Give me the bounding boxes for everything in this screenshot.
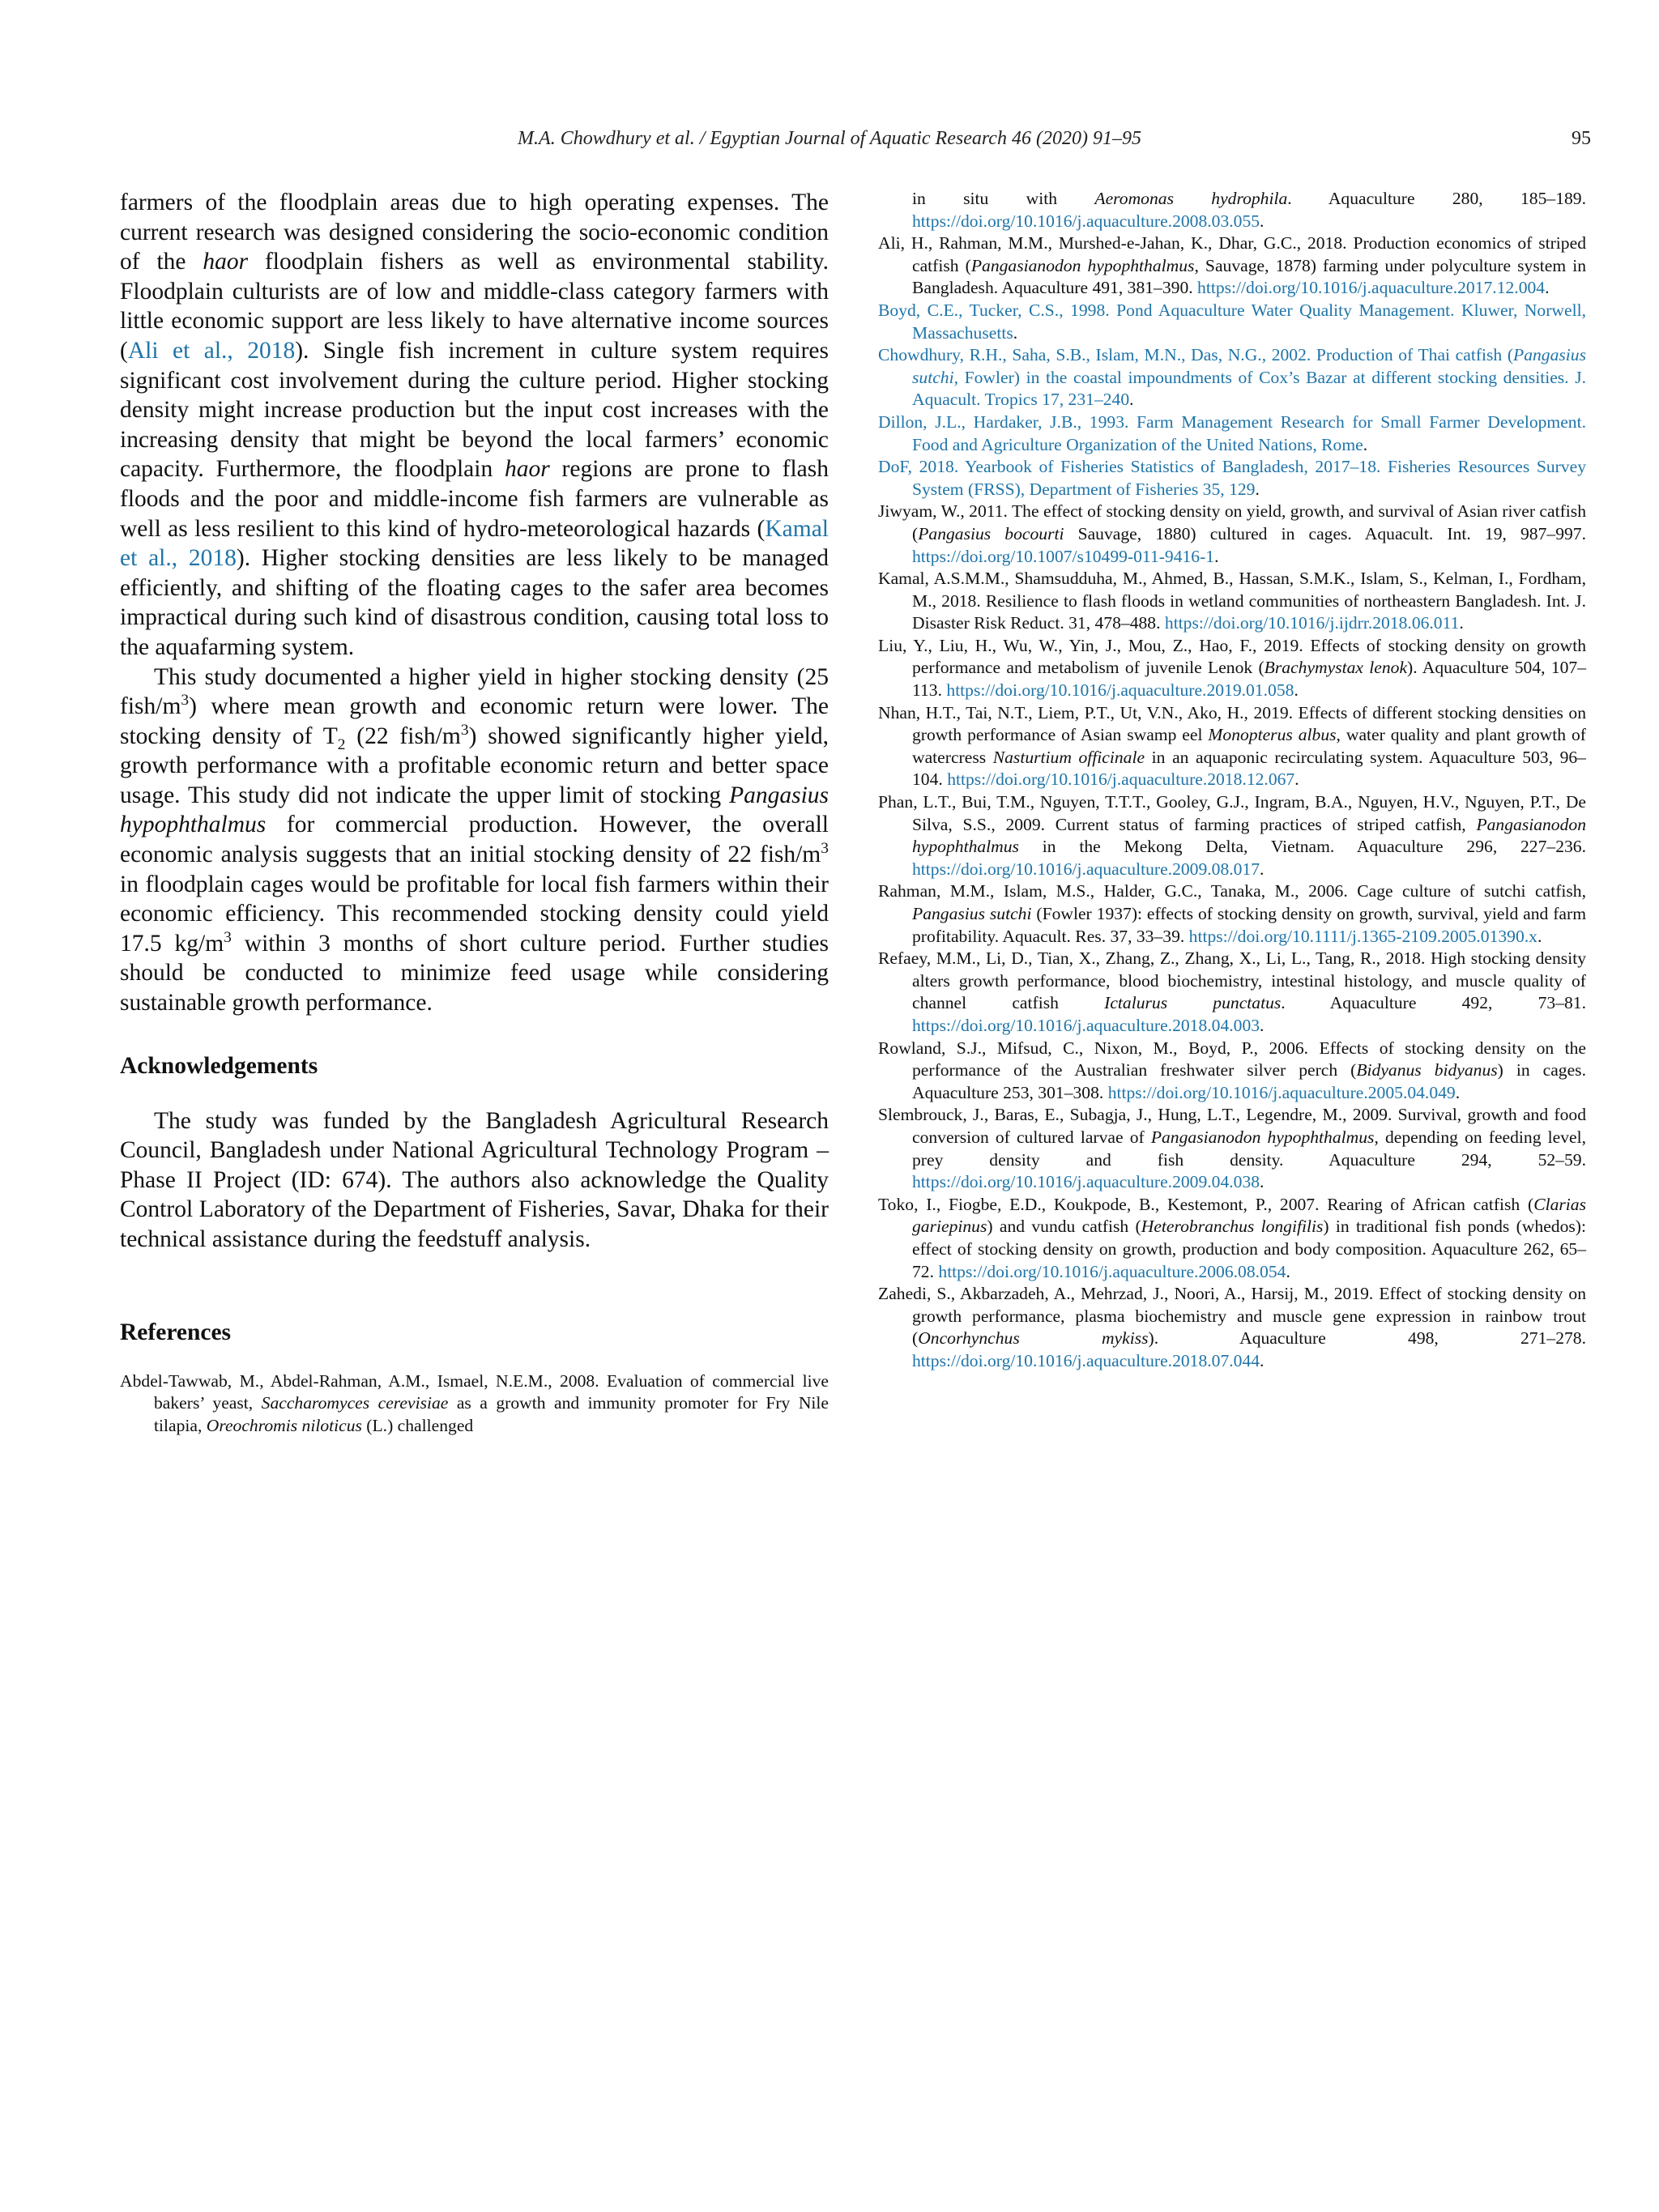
page-number: 95: [1572, 128, 1591, 149]
doi-link[interactable]: https://doi.org/10.1016/j.aquaculture.2018.12.067: [947, 769, 1295, 790]
reference-jiwyam-2011: Jiwyam, W., 2011. The effect of stocking density on yield, growth, and survival of Asian river catfish (Pangasius bocourti Sauvage, 1880) cultured in cages. Aquacult. Int. 19, 987–997. https://doi.org/10.1007/s10499-011-9416-1.: [878, 501, 1586, 566]
right-column: [878, 188, 1586, 1372]
reference-link[interactable]: DoF, 2018. Yearbook of Fisheries Statistics of Bangladesh, 2017–18. Fisheries Resources Survey System (FRSS), Department of Fisheries 35, 129: [878, 457, 1586, 499]
reference-chowdhury-2002: Chowdhury, R.H., Saha, S.B., Islam, M.N., Das, N.G., 2002. Production of Thai catfish (Pangasius sutchi, Fowler) in the coastal impoundments of Cox’s Bazar at different stocking densities. J. Aquacult. Tropics 17, 231–240.: [878, 345, 1586, 410]
reference-abdel-tawwab-2008-continued: in situ with Aeromonas hydrophila. Aquaculture 280, 185–189. https://doi.org/10.1016/j.aquaculture.2008.03.055.: [912, 189, 1586, 231]
reference-link[interactable]: Boyd, C.E., Tucker, C.S., 1998. Pond Aquaculture Water Quality Management. Kluwer, Norwell, Massachusetts: [878, 300, 1586, 343]
reference-liu-2019: Liu, Y., Liu, H., Wu, W., Yin, J., Mou, Z., Hao, F., 2019. Effects of stocking density on growth performance and metabolism of juvenile Lenok (Brachymystax lenok). Aquaculture 504, 107–113. https://doi.org/10.1016/j.aquaculture.2019.01.058.: [878, 635, 1587, 701]
acknowledgements-text: The study was funded by the Bangladesh Agricultural Research Council, Bangladesh under National Agricultural Technology Program – Phase II Project (ID: 674). The authors also acknowledge the Quality Control Laboratory of the Department of Fisheries, Savar, Dhaka for their technical assistance during the feedstuff analysis.: [120, 1107, 829, 1252]
doi-link[interactable]: https://doi.org/10.1016/j.aquaculture.2018.04.003: [912, 1015, 1260, 1035]
reference-rowland-2006: Rowland, S.J., Mifsud, C., Nixon, M., Boyd, P., 2006. Effects of stocking density on the performance of the Australian freshwater silver perch (Bidyanus bidyanus) in cages. Aquaculture 253, 301–308. https://doi.org/10.1016/j.aquaculture.2005.04.049.: [878, 1038, 1586, 1102]
references-heading: References: [120, 1319, 232, 1345]
left-column: [120, 188, 829, 1437]
doi-link[interactable]: https://doi.org/10.1016/j.aquaculture.2005.04.049: [1107, 1082, 1456, 1102]
reference-ali-2018: Ali, H., Rahman, M.M., Murshed-e-Jahan, K., Dhar, G.C., 2018. Production economics of striped catfish (Pangasianodon hypophthalmus, Sauvage, 1878) farming under polyculture system in Bangladesh. Aquaculture 491, 381–390. https://doi.org/10.1016/j.aquaculture.2017.12.004.: [878, 233, 1587, 298]
doi-link[interactable]: https://doi.org/10.1016/j.aquaculture.2019.01.058: [946, 680, 1294, 701]
doi-link[interactable]: https://doi.org/10.1111/j.1365-2109.2005.01390.x: [1188, 926, 1537, 946]
doi-link[interactable]: https://doi.org/10.1016/j.aquaculture.2006.08.054: [938, 1261, 1286, 1281]
reference-link[interactable]: Chowdhury, R.H., Saha, S.B., Islam, M.N., Das, N.G., 2002. Production of Thai catfish (Pangasius sutchi, Fowler) in the coastal impoundments of Cox’s Bazar at different stocking densities. J. Aquacult. Tropics 17, 231–240: [878, 345, 1586, 410]
reference-toko-2007: Toko, I., Fiogbe, E.D., Koukpode, B., Kestemont, P., 2007. Rearing of African catfish (Clarias gariepinus) and vundu catfish (Heterobranchus longifilis) in traditional fish ponds (whedos): effect of stocking density on growth, production and body composition. Aquaculture 262, 65–72. https://doi.org/10.1016/j.aquaculture.2006.08.054.: [878, 1194, 1586, 1281]
body-paragraph-1: farmers of the floodplain areas due to high operating expenses. The current research was designed considering the socio-economic condition of the haor floodplain fishers as well as environmental stability. Floodplain culturists are of low and middle-class category farmers with little economic support are less likely to have alternative income sources (Ali et al., 2018). Single fish increment in culture system requires significant cost involvement during the culture period. Higher stocking density might increase production but the input cost increases with the increasing density that might be beyond the local farmers’ economic capacity. Furthermore, the floodplain haor regions are prone to flash floods and the poor and middle-income fish farmers are vulnerable as well as less resilient to this kind of hydro-meteorological hazards (Kamal et al., 2018). Higher stocking densities are less likely to be managed efficiently, and shifting of the floating cages to the safer area becomes impractical during such kind of disastrous condition, causing total loss to the aquafarming system.: [120, 190, 830, 660]
doi-link[interactable]: https://doi.org/10.1016/j.aquaculture.2017.12.004: [1197, 278, 1546, 298]
citation-kamal-2018[interactable]: Kamal et al., 2018: [120, 515, 829, 572]
doi-link[interactable]: https://doi.org/10.1016/j.aquaculture.2018.07.044: [912, 1350, 1260, 1370]
doi-link[interactable]: https://doi.org/10.1007/s10499-011-9416-1: [912, 546, 1215, 566]
reference-zahedi-2019: Zahedi, S., Akbarzadeh, A., Mehrzad, J., Noori, A., Harsij, M., 2019. Effect of stocking density on growth performance, plasma biochemistry and muscle gene expression in rainbow trout (Oncorhynchus mykiss). Aquaculture 498, 271–278. https://doi.org/10.1016/j.aquaculture.2018.07.044.: [878, 1284, 1586, 1370]
doi-link[interactable]: https://doi.org/10.1016/j.aquaculture.2009.04.038: [912, 1172, 1260, 1192]
doi-link[interactable]: https://doi.org/10.1016/j.aquaculture.2008.03.055: [912, 211, 1260, 231]
reference-refaey-2018: Refaey, M.M., Li, D., Tian, X., Zhang, Z., Zhang, X., Li, L., Tang, R., 2018. High stocking density alters growth performance, blood biochemistry, intestinal histology, and muscle quality of channel catfish Ictalurus punctatus. Aquaculture 492, 73–81. https://doi.org/10.1016/j.aquaculture.2018.04.003.: [878, 948, 1587, 1035]
reference-kamal-2018: Kamal, A.S.M.M., Shamsudduha, M., Ahmed, B., Hassan, S.M.K., Islam, S., Kelman, I., Fordham, M., 2018. Resilience to flash floods in wetland communities of northeastern Bangladesh. Int. J. Disaster Risk Reduct. 31, 478–488. https://doi.org/10.1016/j.ijdrr.2018.06.011.: [878, 569, 1586, 633]
reference-boyd-1998: Boyd, C.E., Tucker, C.S., 1998. Pond Aquaculture Water Quality Management. Kluwer, Norwell, Massachusetts.: [878, 300, 1586, 343]
reference-link[interactable]: Dillon, J.L., Hardaker, J.B., 1993. Farm Management Research for Small Farmer Development. Food and Agriculture Organization of the United Nations, Rome: [878, 411, 1586, 454]
reference-abdel-tawwab-2008: Abdel-Tawwab, M., Abdel-Rahman, A.M., Ismael, N.E.M., 2008. Evaluation of commercial live bakers’ yeast, Saccharomyces cerevisiae as a growth and immunity promoter for Fry Nile tilapia, Oreochromis niloticus (L.) challenged: [120, 1370, 829, 1435]
body-paragraph-2: This study documented a higher yield in higher stocking density (25 fish/$m^3$) where mean growth and economic return were lower. The stocking density of $T_2$ (22 fish/$m^3$) showed significantly higher yield, growth performance with a profitable economic return and better space usage. This study did not indicate the upper limit of stocking Pangasius hypophthalmus for commercial production. However, the overall economic analysis suggests that an initial stocking density of 22 fish/$m^3$ in floodplain cages would be profitable for local fish farmers within their economic efficiency. This recommended stocking density could yield 17.5 $kg/m^3$ within 3 months of short culture period. Further studies should be conducted to minimize feed usage while considering sustainable growth performance.: [120, 663, 830, 1016]
reference-dillon-1993: Dillon, J.L., Hardaker, J.B., 1993. Farm Management Research for Small Farmer Development. Food and Agriculture Organization of the United Nations, Rome.: [878, 411, 1586, 454]
reference-slembrouck-2009: Slembrouck, J., Baras, E., Subagja, J., Hung, L.T., Legendre, M., 2009. Survival, growth and food conversion of cultured larvae of Pangasianodon hypophthalmus, depending on feeding level, prey density and fish density. Aquaculture 294, 52–59. https://doi.org/10.1016/j.aquaculture.2009.04.038.: [878, 1105, 1586, 1192]
reference-nhan-2019: Nhan, H.T., Tai, N.T., Liem, P.T., Ut, V.N., Ako, H., 2019. Effects of different stocking densities on growth performance of Asian swamp eel Monopterus albus, water quality and plant growth of watercress Nasturtium officinale in an aquaponic recirculating system. Aquaculture 503, 96–104. https://doi.org/10.1016/j.aquaculture.2018.12.067.: [878, 702, 1587, 790]
doi-link[interactable]: https://doi.org/10.1016/j.ijdrr.2018.06.011: [1164, 613, 1460, 633]
reference-dof-2018: DoF, 2018. Yearbook of Fisheries Statistics of Bangladesh, 2017–18. Fisheries Resources Survey System (FRSS), Department of Fisheries 35, 129.: [878, 457, 1586, 499]
reference-phan-2009: Phan, L.T., Bui, T.M., Nguyen, T.T.T., Gooley, G.J., Ingram, B.A., Nguyen, H.V., Nguyen, P.T., De Silva, S.S., 2009. Current status of farming practices of striped catfish, Pangasianodon hypophthalmus in the Mekong Delta, Vietnam. Aquaculture 296, 227–236. https://doi.org/10.1016/j.aquaculture.2009.08.017.: [878, 792, 1586, 879]
acknowledgements-heading: Acknowledgements: [120, 1052, 318, 1079]
doi-link[interactable]: https://doi.org/10.1016/j.aquaculture.2009.08.017: [912, 859, 1260, 879]
citation-ali-2018[interactable]: Ali et al., 2018: [127, 337, 296, 364]
running-header: M.A. Chowdhury et al. / Egyptian Journal of Aquatic Research 46 (2020) 91–95: [518, 128, 1141, 149]
reference-rahman-2006: Rahman, M.M., Islam, M.S., Halder, G.C., Tanaka, M., 2006. Cage culture of sutchi catfish, Pangasius sutchi (Fowler 1937): effects of stocking density on growth, survival, yield and farm profitability. Aquacult. Res. 37, 33–39. https://doi.org/10.1111/j.1365-2109.2005.01390.x.: [878, 881, 1586, 946]
